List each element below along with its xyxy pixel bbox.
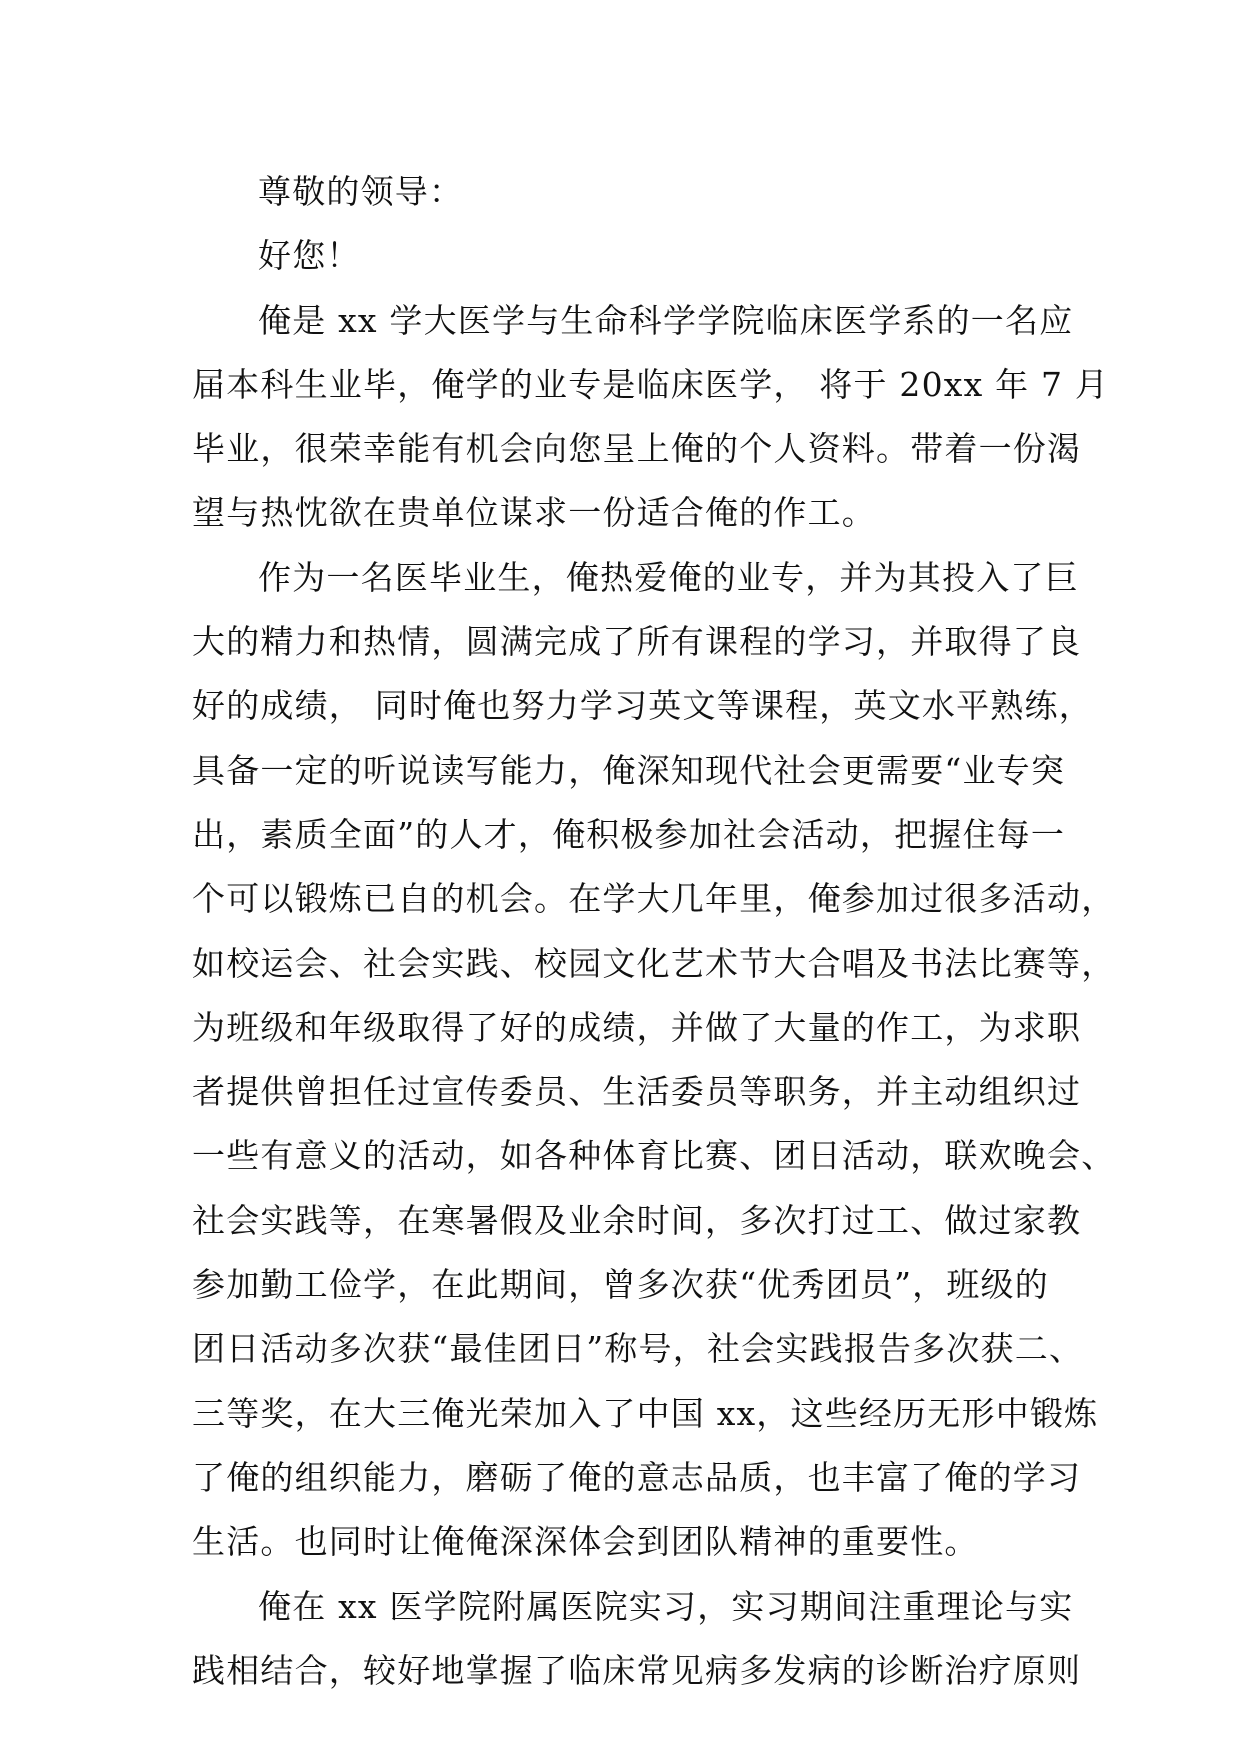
text-line: 团日活动多次获“最佳团日”称号，社会实践报告多次获二、 [192, 1329, 1084, 1369]
text-line: 俺在 xx 医学院附属医院实习，实习期间注重理论与实 [258, 1586, 1074, 1626]
text-line: 者提供曾担任过宣传委员、生活委员等职务，并主动组织过 [192, 1072, 1082, 1112]
text-line: 三等奖，在大三俺光荣加入了中国 xx，这些经历无形中锻炼 [192, 1393, 1099, 1433]
text-line: 社会实践等，在寒暑假及业余时间，多次打过工、做过家教 [192, 1200, 1082, 1240]
greeting: 好您！ [258, 236, 361, 276]
letter-body [192, 289, 1116, 1704]
text-line: 作为一名医毕业生，俺热爱俺的业专，并为其投入了巨 [258, 557, 1079, 597]
text-line: 大的精力和热情，圆满完成了所有课程的学习，并取得了良 [192, 622, 1082, 662]
text-line: 俺是 xx 学大医学与生命科学学院临床医学系的一名应 [258, 300, 1074, 340]
text-line: 生活。也同时让俺俺深深体会到团队精神的重要性。 [192, 1522, 979, 1562]
text-line: 好的成绩， 同时俺也努力学习英文等课程，英文水平熟练， [192, 686, 1093, 726]
text-line: 一些有意义的活动，如各种体育比赛、团日活动，联欢晚会、 [192, 1136, 1116, 1176]
text-line: 届本科生业毕，俺学的业专是临床医学， 将于 20xx 年 7 月 [192, 364, 1110, 404]
document-page [192, 160, 1116, 1703]
text-line: 参加勤工俭学，在此期间，曾多次获“优秀团员”，班级的 [192, 1265, 1049, 1305]
text-line: 了俺的组织能力，磨砺了俺的意志品质，也丰富了俺的学习 [192, 1457, 1082, 1497]
salutation: 尊敬的领导： [258, 172, 464, 211]
text-line: 如校运会、社会实践、校园文化艺术节大合唱及书法比赛等， [192, 943, 1116, 983]
text-line: 望与热忱欲在贵单位谋求一份适合俺的作工。 [192, 493, 876, 533]
text-line: 毕业，很荣幸能有机会向您呈上俺的个人资料。带着一份渴 [192, 429, 1082, 469]
text-line: 为班级和年级取得了好的成绩，并做了大量的作工，为求职 [192, 1007, 1082, 1047]
text-line: 践相结合，较好地掌握了临床常见病多发病的诊断治疗原则 [192, 1650, 1082, 1690]
text-line: 个可以锻炼已自的机会。在学大几年里，俺参加过很多活动， [192, 879, 1116, 919]
text-line: 具备一定的听说读写能力，俺深知现代社会更需要“业专突 [192, 750, 1066, 790]
text-line: 出，素质全面”的人才，俺积极参加社会活动，把握住每一 [192, 814, 1066, 854]
